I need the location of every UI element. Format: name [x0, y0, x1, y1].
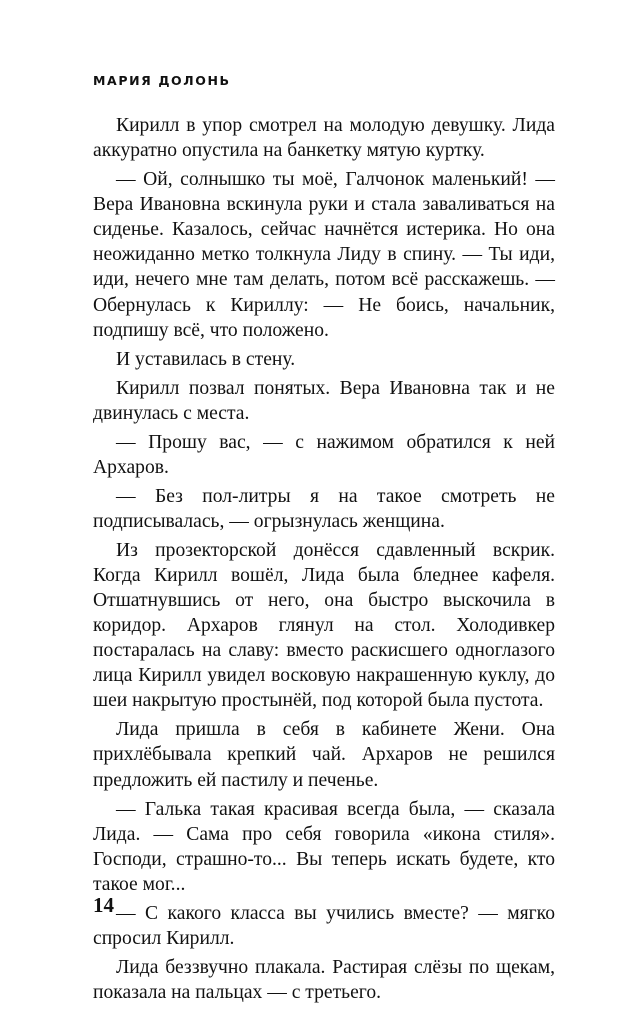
page-number: 14: [93, 893, 114, 917]
paragraph-8: Лида пришла в себя в кабинете Жени. Она прихлёбывала крепкий чай. Архаров не решился предложить ей пастилу и печенье.: [93, 719, 555, 791]
paragraph-10: — С какого класса вы учились вместе? — мягко спросил Кирилл.: [93, 902, 555, 949]
text-block: [93, 113, 555, 1009]
paragraph-9: — Галька такая красивая всегда была, — сказала Лида. — Сама про себя говорила «икона стиля». Господи, страшно-то... Вы теперь искать будете, кто такое мог...: [93, 798, 555, 895]
paragraph-3: И уставилась в стену.: [116, 348, 296, 370]
paragraph-7: Из прозекторской донёсся сдавленный вскрик. Когда Кирилл вошёл, Лида была бледнее кафеля. Отшатнувшись от него, она быстро выскочила в коридор. Архаров глянул на стол. Холодивкер постаралась на славу: вместо раскисшего одноглазого лица Кирилл увидел восковую накрашенную куклу, до шеи накрытую простынёй, под которой была пустота.: [93, 539, 555, 712]
paragraph-5: — Прошу вас, — с нажимом обратился к ней Архаров.: [93, 431, 555, 478]
paragraph-6: — Без пол-литры я на такое смотреть не подписывалась, — огрызнулась женщина.: [93, 485, 555, 532]
running-head: МАРИЯ ДОЛОНЬ: [93, 73, 231, 88]
paragraph-2: — Ой, солнышко ты моё, Галчонок маленький! — Вера Ивановна вскинула руки и стала заваливаться на сиденье. Казалось, сейчас начнётся истерика. Но она неожиданно метко толкнула Лиду в спину. — Ты иди, иди, нечего мне там делать, потом всё расскажешь. — Обернулась к Кириллу: — Не боись, начальник, подпишу всё, что положено.: [93, 169, 555, 341]
paragraph-4: Кирилл позвал понятых. Вера Ивановна так и не двинулась с места.: [93, 377, 555, 424]
paragraph-11: Лида беззвучно плакала. Растирая слёзы по щекам, показала на пальцах — с третьего.: [93, 956, 555, 1003]
paragraph-1: Кирилл в упор смотрел на молодую девушку. Лида аккуратно опустила на банкетку мятую куртку.: [93, 115, 555, 162]
